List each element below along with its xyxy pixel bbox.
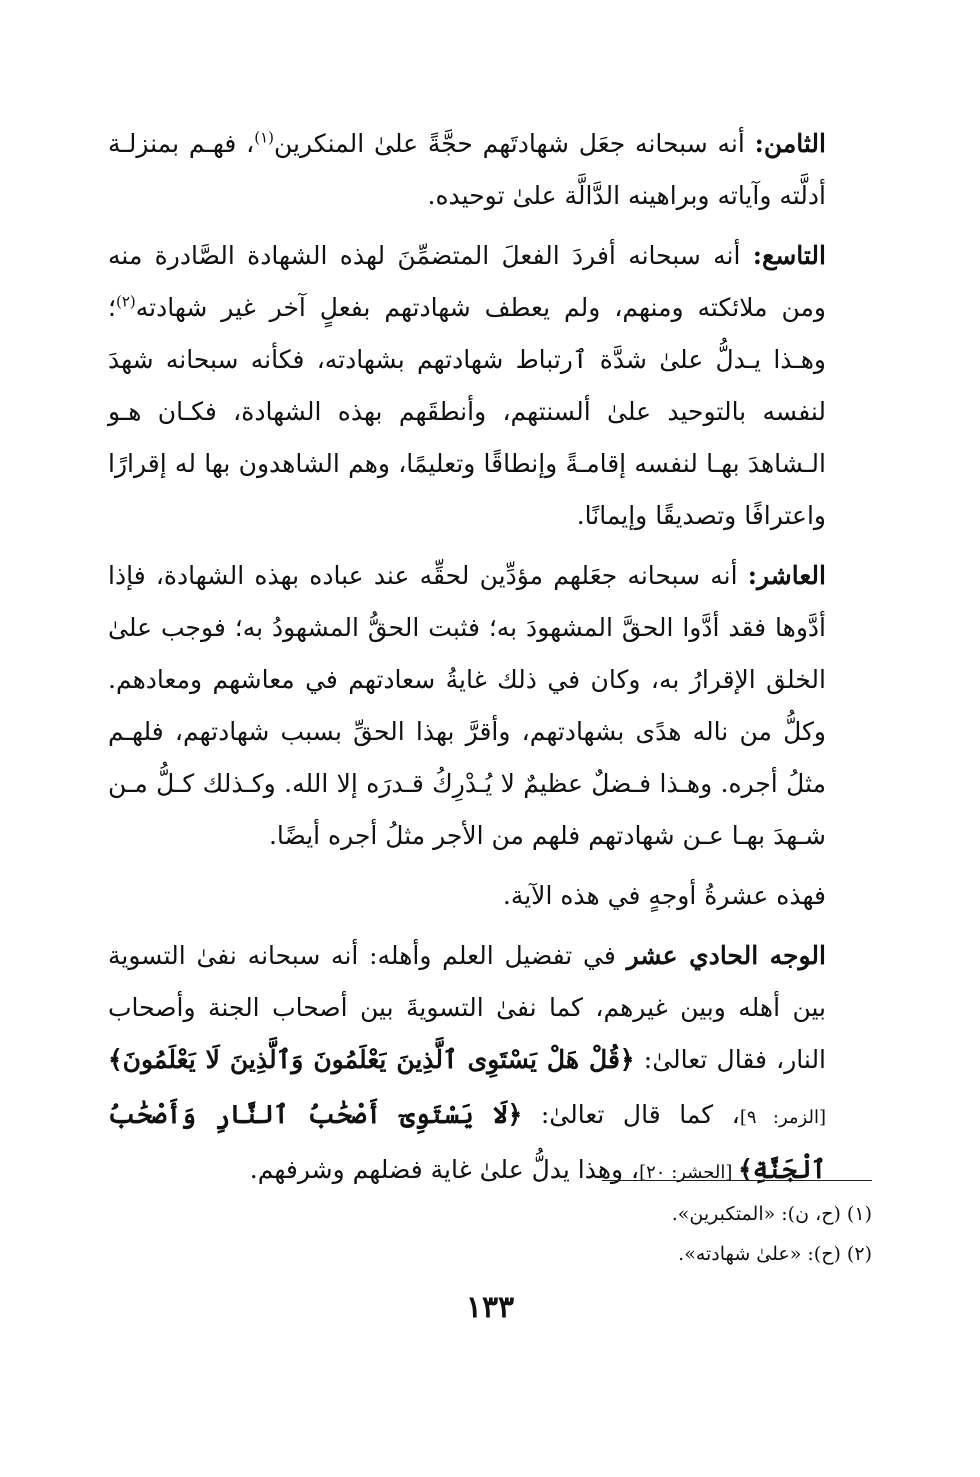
paragraph-tenth xyxy=(108,550,826,862)
page-body xyxy=(108,118,826,1207)
paragraph-text: في تفضيل العلم وأهله: أنه سبحانه نفىٰ التسوية بين أهله وبين غيرهم، كما نفىٰ التسويةَ بين أصحاب الجنة وأصحاب النار، فقال تعالىٰ: xyxy=(108,941,827,1074)
paragraph-text: ، وهذا يدلُّ علىٰ غاية فضلهم وشرفهم. xyxy=(249,1155,640,1184)
verse-reference: [الزمر: ٩] xyxy=(739,1107,826,1128)
closing-line: فهذه عشرةُ أوجهٍ في هذه الآية. xyxy=(502,881,826,910)
paragraph-text: أنه سبحانه جعَلهم مؤدِّين لحقِّه عند عباده بهذه الشهادة، فإذا أدَّوها فقد أدَّوا الحقَّ المشهودَ به؛ فثبت الحقُّ المشهودُ به؛ فوجب علىٰ الخلق الإقرارُ به، وكان في ذلك غايةُ سعادتهم في معاشهم ومعادهم. وكلُّ من ناله هدًى بشهادتهم، وأقرَّ بهذا الحقِّ بسبب شهادتهم، فلهـم مثلُ أجره. وهـذا فـضلٌ عظيمٌ لا يُـدْرِكُ قـدرَه إلا الله. وكـذلك كـلُّ مـن شـهدَ بهـا عـن شهادتهم فلهم من الأجر مثلُ أجره أيضًا. xyxy=(108,561,826,850)
paragraph-text: ، فهـم بمنزلـة أدلَّته وآياته وبراهينه الدَّالَّة علىٰ توحيده. xyxy=(108,129,826,210)
quran-verse: ﴿لَا يَسْتَوِىٓ أَصْحَٰبُ ٱلنَّارِ وَأَصْحَٰبُ ٱلْجَنَّةِ﴾ xyxy=(108,1100,826,1184)
quran-verse: ﴿قُلْ هَلْ يَسْتَوِى ٱلَّذِينَ يَعْلَمُونَ وَٱلَّذِينَ لَا يَعْلَمُونَ﴾ xyxy=(108,1045,635,1074)
paragraph-text: أنه سبحانه أفردَ الفعلَ المتضمِّنَ لهذه الشهادة الصَّادرة منه ومن ملائكته ومنهم، ولم يعطف شهادتهم بفعلٍ آخر غير شهادته xyxy=(108,241,826,322)
paragraph-lead: الثامن: xyxy=(754,129,826,158)
footnotes xyxy=(154,1194,872,1274)
footnote-marker: (١) xyxy=(254,128,275,147)
footnote-1: (١) (ح، ن): «المتكبرين». xyxy=(671,1203,872,1225)
page-number: ١٣٣ xyxy=(465,1290,515,1325)
footnote-divider xyxy=(602,1180,872,1181)
paragraph-text: ؛ وهـذا يـدلُّ علىٰ شدَّة ٱرتباط شهادتهم بشهادته، فكأنه سبحانه شهدَ لنفسه بالتوحيد علىٰ ألسنتهم، وأنطقَهم بهذه الشهادة، فكـان هـو الـشاهدَ بهـا لنفسه إقامـةً وإنطاقًا وتعليمًا، وهم الشاهدون بها له إقرارًا واعترافًا وتصديقًا وإيمانًا. xyxy=(108,293,826,530)
paragraph-eighth xyxy=(108,118,826,222)
paragraph-text: أنه سبحانه جعَل شهادتَهم حجَّةً علىٰ المنكرين xyxy=(274,129,755,158)
paragraph-ninth xyxy=(108,230,826,542)
verse-reference: [الحشر: ٢٠] xyxy=(639,1162,739,1183)
footnote-marker: (٢) xyxy=(115,292,136,311)
paragraph-text: ، كما قال تعالىٰ: xyxy=(522,1100,740,1129)
paragraph-eleventh xyxy=(108,930,826,1199)
paragraph-lead: الوجه الحادي عشر xyxy=(626,941,826,970)
paragraph-lead: العاشر: xyxy=(747,561,826,590)
paragraph-lead: التاسع: xyxy=(752,241,826,270)
footnote-2: (٢) (ح): «علىٰ شهادته». xyxy=(678,1243,872,1265)
